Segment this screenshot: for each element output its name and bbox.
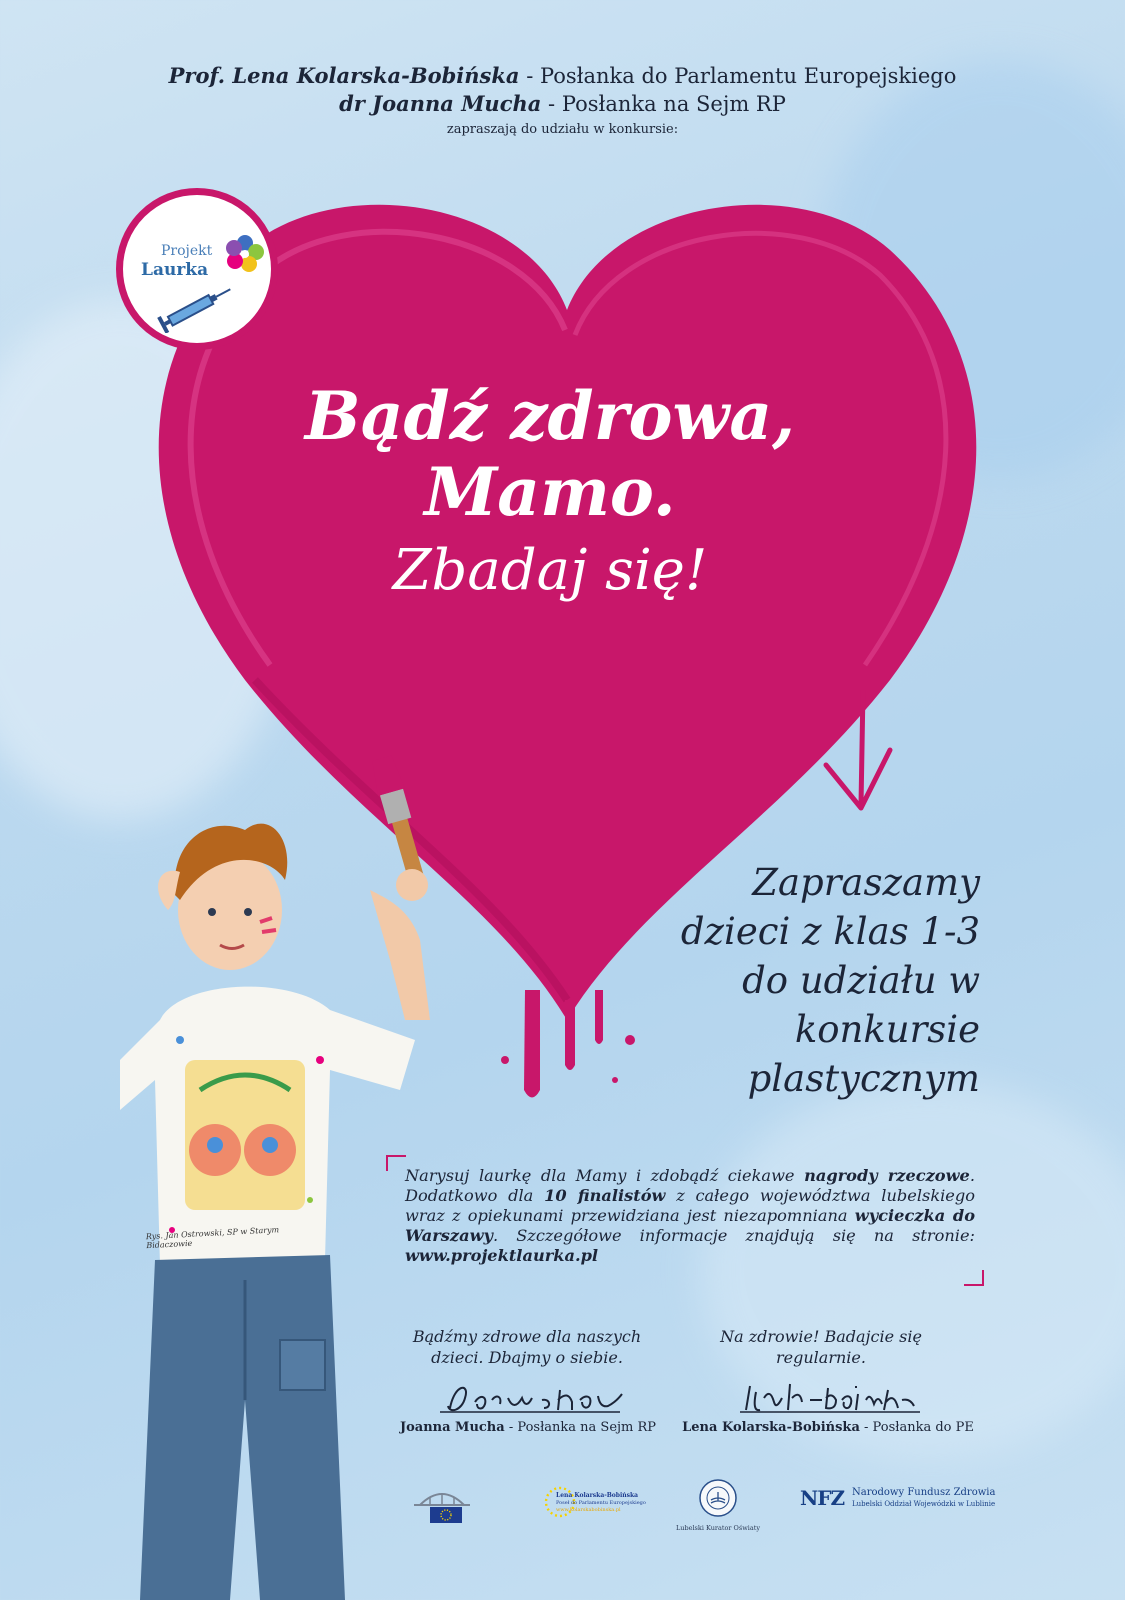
signer-name: Joanna Mucha [399, 1420, 505, 1435]
lkb-site: www.kolarskabobinska.pl [556, 1507, 621, 1513]
nfz-abbreviation: NFZ [800, 1486, 845, 1510]
header [0, 62, 1125, 137]
european-parliament-logo [412, 1487, 472, 1523]
organizer-name-1: Prof. Lena Kolarska-Bobińska [168, 63, 520, 88]
description-highlight: nagrody rzeczowe [804, 1166, 970, 1185]
paint-splatter [612, 1077, 618, 1083]
description-highlight: 10 finalistów [544, 1186, 666, 1205]
kuratorium-ring-text [668, 1478, 768, 1479]
lkb-name: Lena Kolarska-Bobińska [556, 1492, 639, 1499]
logo-line-1: Projekt [161, 243, 213, 259]
signer-name: Lena Kolarska-Bobińska [682, 1420, 860, 1435]
paint-drip [565, 1000, 575, 1070]
description-text: . Dodatkowo dla [405, 1166, 975, 1205]
header-line-1 [0, 62, 1125, 90]
signature-joanna-mucha [430, 1378, 630, 1418]
logo-line-2: Laurka [141, 260, 209, 280]
invite-line: dzieci z klas 1-3 [680, 910, 980, 953]
arrow-down-icon [818, 690, 898, 820]
invite-line: plastycznym [747, 1057, 980, 1100]
nfz-branch: Lubelski Oddział Wojewódzki w Lublinie [852, 1500, 996, 1508]
organizer-name-2: dr Joanna Mucha [339, 91, 542, 116]
eu-flag-icon [430, 1507, 462, 1523]
header-line-2 [0, 90, 1125, 118]
invite-line: konkursie [794, 1008, 980, 1051]
quote-left: Bądźmy zdrowe dla naszych dzieci. Dbajmy o siebie. [412, 1327, 642, 1367]
projekt-laurka-logo [116, 188, 278, 350]
lkb-logo [540, 1482, 650, 1522]
kuratorium-seal-icon [698, 1478, 738, 1518]
bracket-top-left [386, 1155, 406, 1171]
description-text: Narysuj laurkę dla Mamy i zdobądź ciekawe [405, 1166, 805, 1185]
parliament-building-icon [412, 1487, 472, 1507]
contest-description [405, 1166, 975, 1266]
description-text: . Szczegółowe informacje znajdują się na stronie: [492, 1226, 975, 1245]
header-invite: zapraszają do udziału w konkursie: [446, 122, 679, 137]
headline-line-2: Mamo. [424, 453, 676, 531]
invite-line: Zapraszamy [752, 861, 980, 904]
description-highlight: wycieczka do Warszawy [405, 1206, 975, 1245]
nfz-logo [800, 1486, 996, 1516]
boy-painting-illustration [120, 640, 460, 1600]
kuratorium-caption: Lubelski Kurator Oświaty [675, 1524, 761, 1532]
organizer-role-2: - Posłanka na Sejm RP [541, 92, 786, 116]
signer-right [668, 1420, 988, 1435]
headline [200, 378, 900, 608]
organizer-role-1: - Posłanka do Parlamentu Europejskiego [519, 64, 957, 88]
invite-line: do udziału w [742, 959, 980, 1002]
drawing-caption: Rys. Jan Ostrowski, SP w Starym Bidaczowie [145, 1225, 280, 1251]
syringe-icon [153, 283, 237, 333]
quote-right: Na zdrowie! Badajcie się regularnie. [720, 1327, 922, 1367]
headline-line-3: Zbadaj się! [392, 538, 708, 603]
signer-role: - Posłanka do PE [859, 1420, 974, 1435]
headline-line-1: Bądź zdrowa, [304, 377, 796, 455]
contest-invitation [620, 858, 980, 1103]
signer-role: - Posłanka na Sejm RP [504, 1420, 657, 1435]
paint-splatter [501, 1056, 509, 1064]
bracket-bottom-right [964, 1270, 984, 1286]
nfz-name: Narodowy Fundusz Zdrowia [852, 1487, 996, 1498]
signature-lena-kolarska-bobinska [730, 1378, 930, 1418]
flower-icon [223, 231, 267, 275]
description-text: z całego województwa lubelskiego wraz z opiekunami przewidziana jest niezapomniana [405, 1186, 975, 1225]
lkb-role: Poseł do Parlamentu Europejskiego [556, 1500, 646, 1506]
paint-drip [524, 990, 540, 1098]
kuratorium-logo [668, 1478, 768, 1538]
paint-drip [595, 990, 603, 1044]
website-link[interactable]: www.projektlaurka.pl [405, 1246, 599, 1265]
signer-left [368, 1420, 688, 1435]
